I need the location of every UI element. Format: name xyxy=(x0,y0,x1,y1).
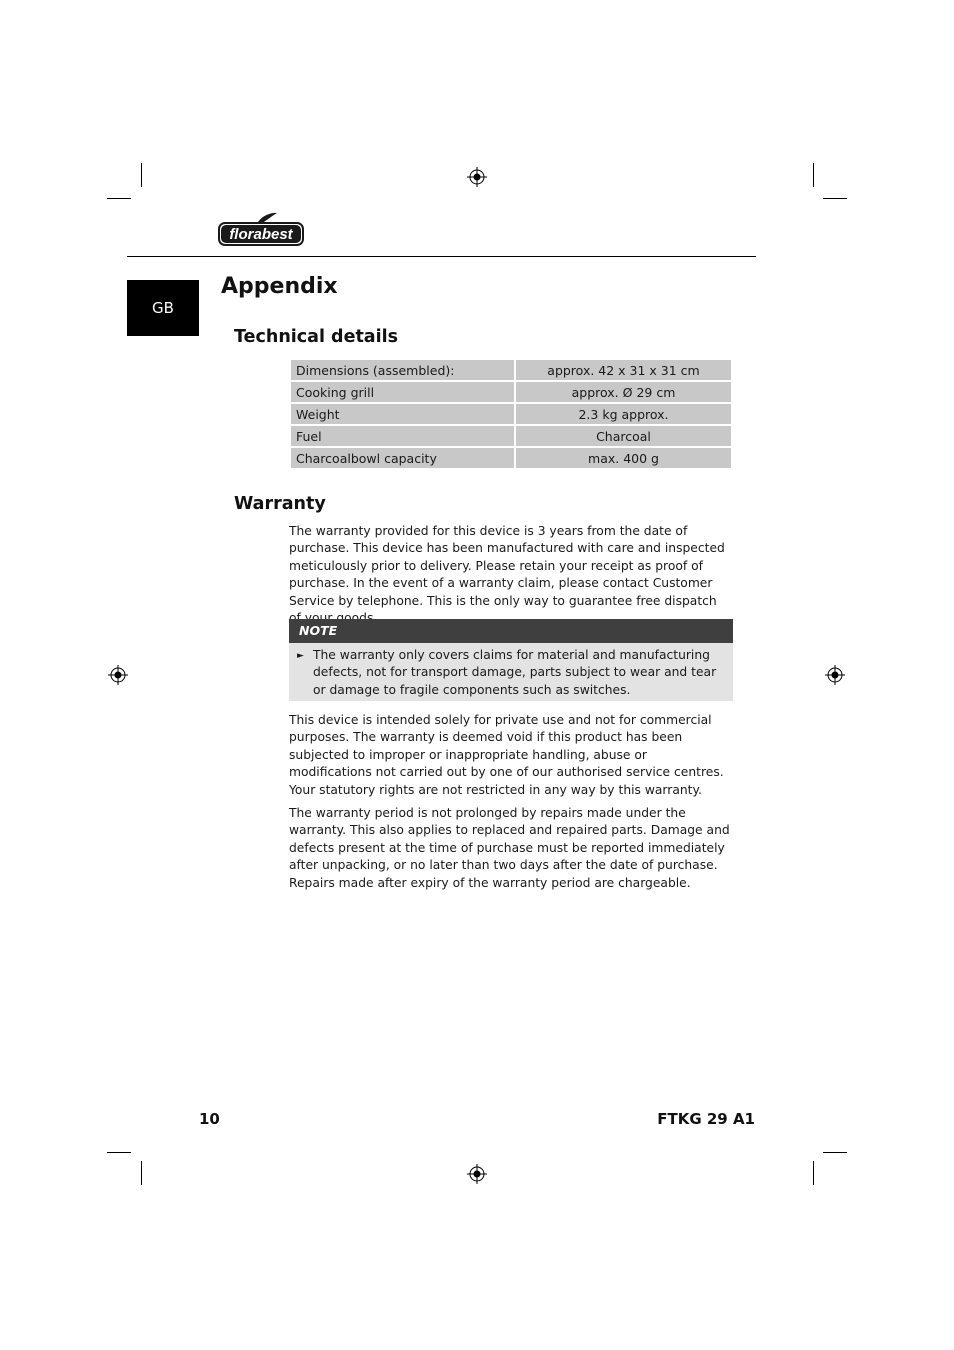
registration-mark-icon xyxy=(467,167,487,187)
note-title: NOTE xyxy=(289,619,733,643)
page-number: 10 xyxy=(199,1110,220,1128)
warranty-heading: Warranty xyxy=(234,494,326,514)
svg-text:florabest: florabest xyxy=(229,226,293,243)
warranty-paragraph-3: The warranty period is not prolonged by repairs made under the warranty. This also applies to replaced and repaired parts. Damage and defects present at the time of purchase must be reported immediately after unpacking, or no later than two days after the date of purchase. Repairs made after expiry of the warranty period are chargeable. xyxy=(289,806,730,890)
warranty-intro: The warranty provided for this device is 3 years from the date of purchase. This device has been manufactured with care and inspected meticulously prior to delivery. Please retain your receipt as proof of purchase. In the event of a warranty claim, please contact Customer Service by telephone. This is the only way to guarantee free dispatch xyxy=(289,524,725,608)
model-number: FTKG 29 A1 xyxy=(657,1110,755,1128)
table-row xyxy=(291,426,731,446)
technical-details-heading: Technical details xyxy=(234,327,399,347)
crop-mark xyxy=(107,198,131,199)
table-row xyxy=(291,448,731,468)
crop-mark xyxy=(813,1161,814,1185)
spec-value: approx. 42 x 31 x 31 cm xyxy=(516,360,731,380)
spec-value: 2.3 kg approx. xyxy=(516,404,731,424)
page-title: Appendix xyxy=(221,274,338,299)
spec-label: Cooking grill xyxy=(291,382,514,402)
florabest-logo xyxy=(217,212,305,248)
registration-mark-icon xyxy=(467,1164,487,1184)
spec-label: Weight xyxy=(291,404,514,424)
spec-value: approx. Ø 29 cm xyxy=(516,382,731,402)
crop-mark xyxy=(107,1152,131,1153)
table-row xyxy=(291,360,731,380)
header-rule xyxy=(127,256,756,257)
crop-mark xyxy=(813,163,814,187)
warranty-paragraph-2: This device is intended solely for private use and not for commercial purposes. The warranty is deemed void if this product has been subjected to improper or inappropriate handling, abuse or modifications not carried out by one of our authorised service centres. Your statutory rights are not restricted in any way by this warranty. xyxy=(289,713,724,797)
crop-mark xyxy=(823,198,847,199)
spec-label: Dimensions (assembled): xyxy=(291,360,514,380)
note-body xyxy=(289,643,733,701)
note-box xyxy=(289,619,733,701)
registration-mark-icon xyxy=(108,665,128,685)
crop-mark xyxy=(141,1161,142,1185)
spec-label: Fuel xyxy=(291,426,514,446)
table-row xyxy=(291,382,731,402)
technical-table xyxy=(289,358,733,470)
table-row xyxy=(291,404,731,424)
arrow-bullet-icon: ► xyxy=(297,651,304,661)
crop-mark xyxy=(141,163,142,187)
spec-value: max. 400 g xyxy=(516,448,731,468)
spec-label: Charcoalbowl capacity xyxy=(291,448,514,468)
note-text: The warranty only covers claims for material and manufacturing defects, not for transport damage, parts subject to wear and tear or damage to fragile components such as switches. xyxy=(313,648,717,697)
language-tab: GB xyxy=(127,280,199,336)
spec-value: Charcoal xyxy=(516,426,731,446)
crop-mark xyxy=(823,1152,847,1153)
registration-mark-icon xyxy=(825,665,845,685)
